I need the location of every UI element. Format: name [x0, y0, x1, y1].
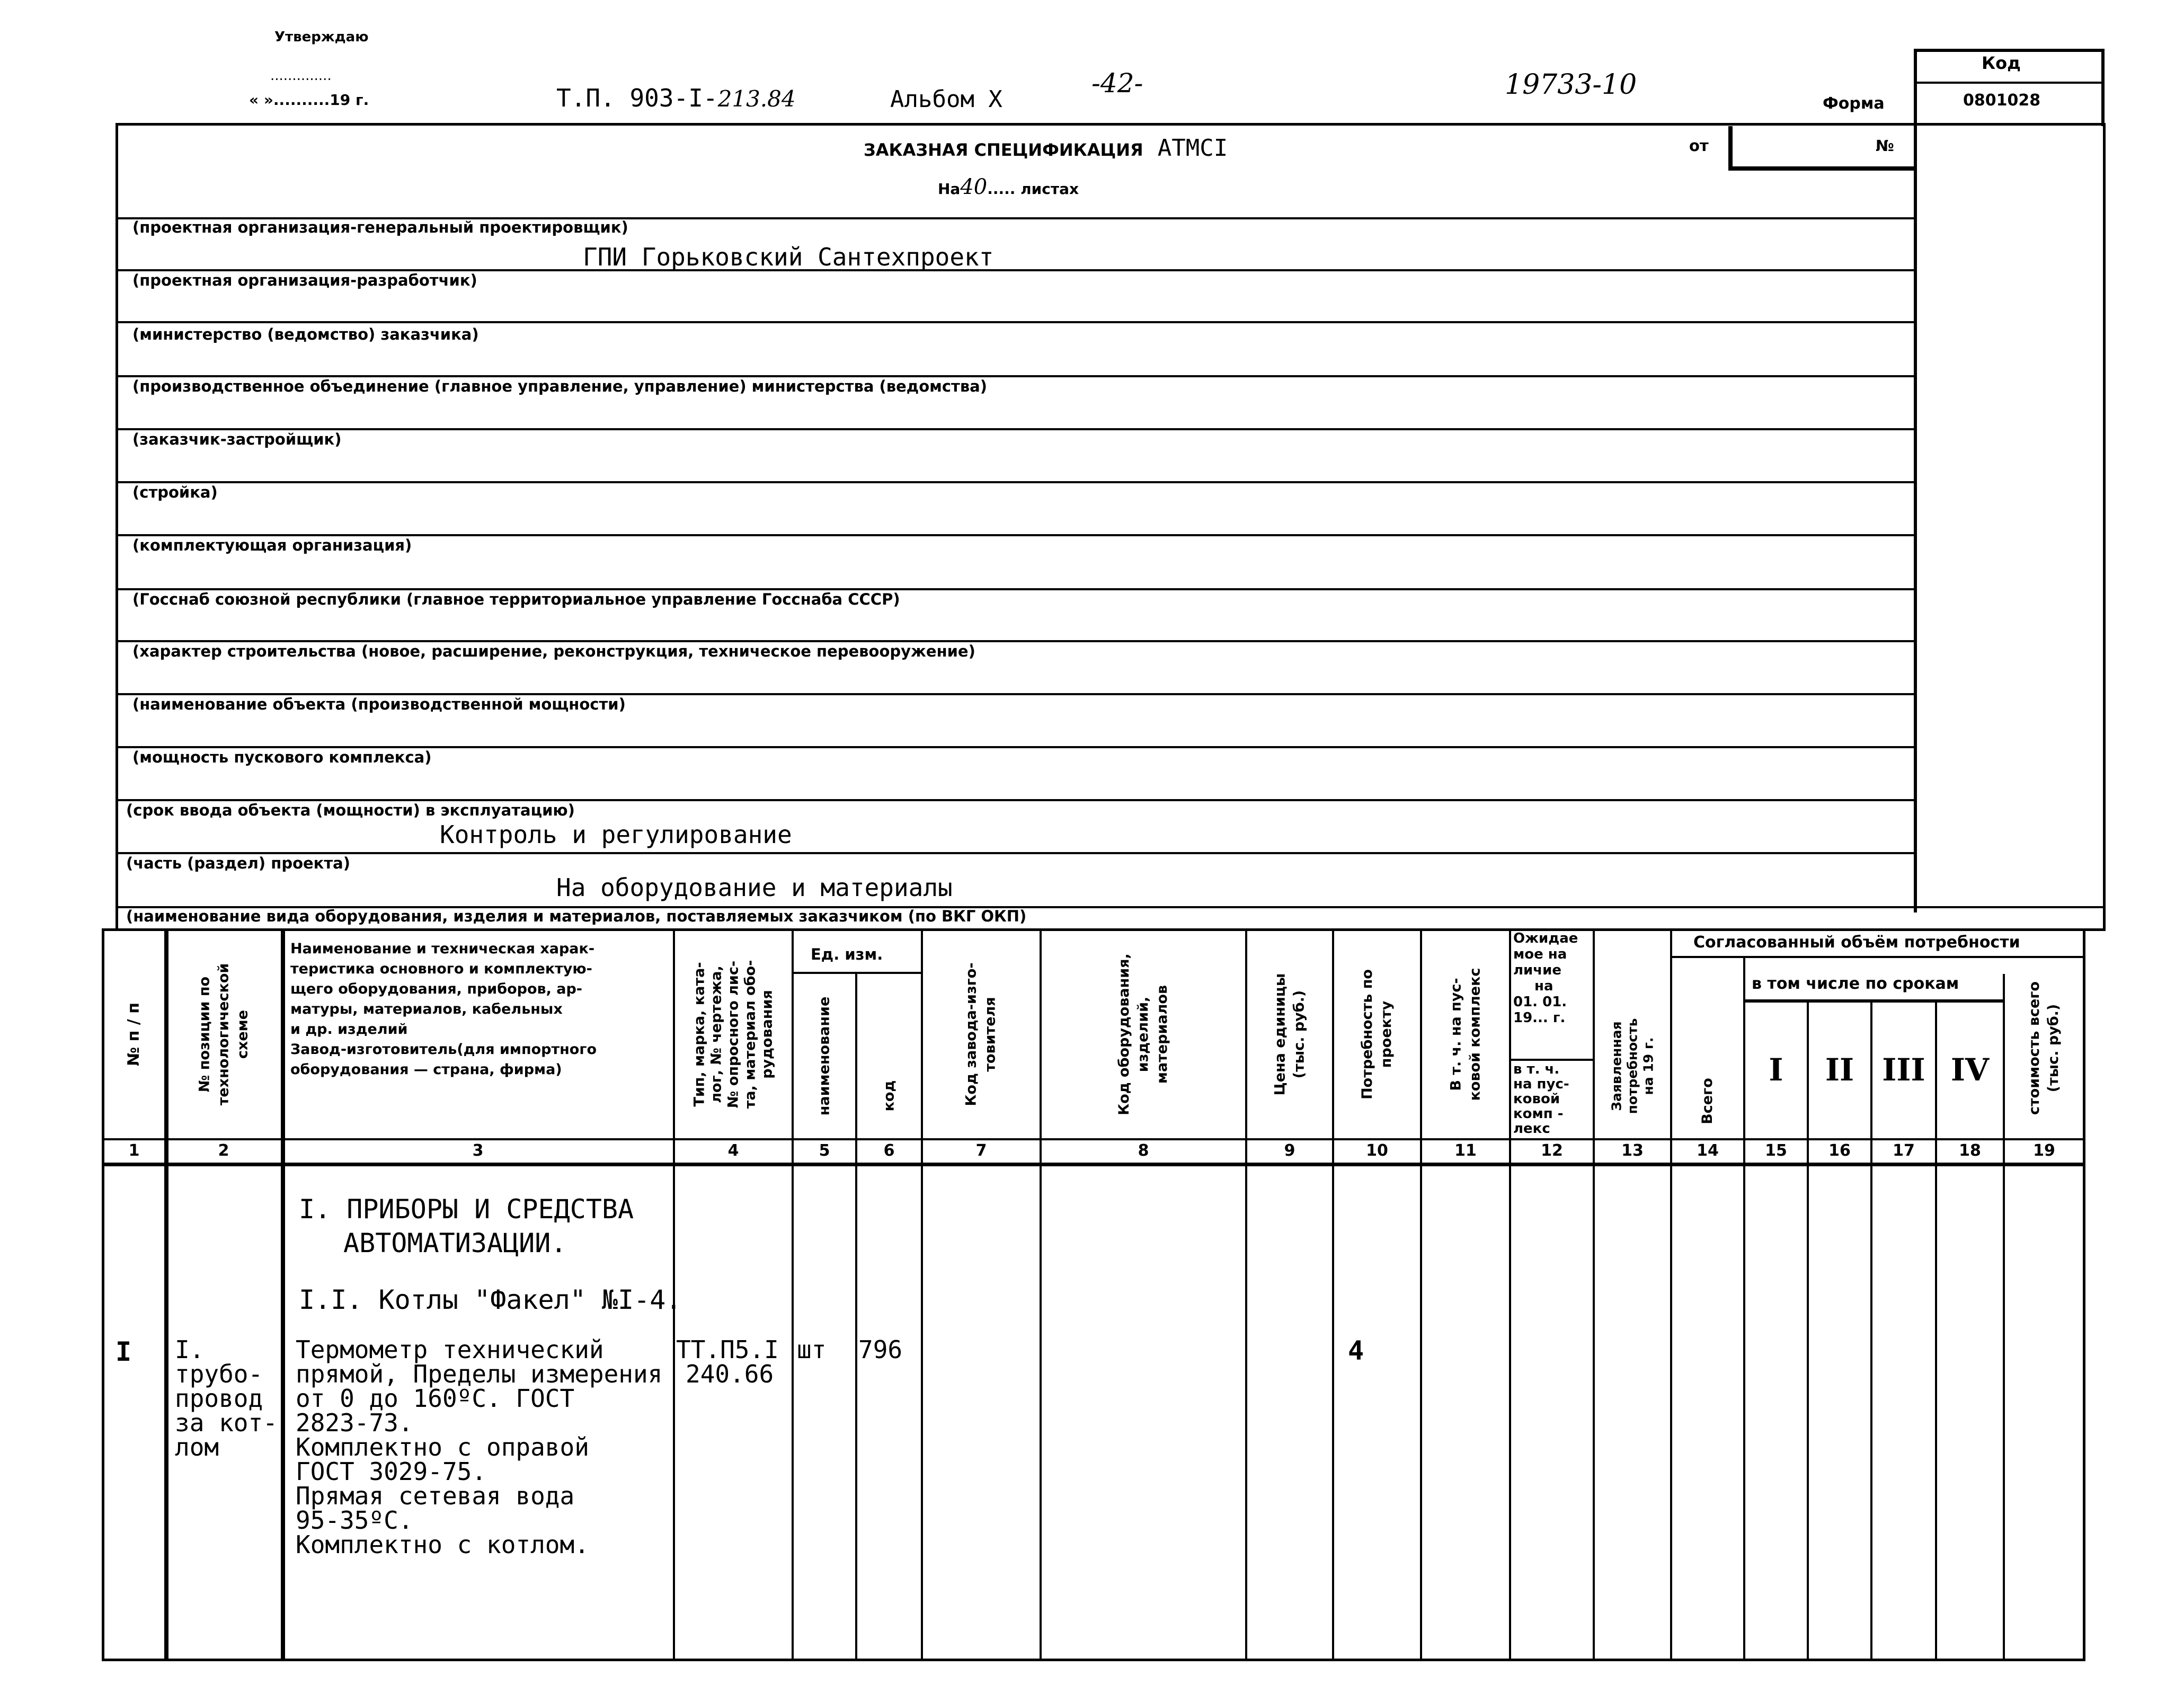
- row-value-general-designer: ГПИ Горьковский Сантехпроект: [583, 243, 994, 271]
- col-number: 19: [2033, 1141, 2055, 1160]
- header-col-9: Цена единицы (тыс. руб.): [1272, 973, 1307, 1096]
- row-label-construction-type: (характер строительства (новое, расширение, реконструкция, техническое перевооружение): [132, 642, 975, 660]
- forma-label: Форма: [1823, 94, 1885, 113]
- unit-code-cell: 796: [858, 1335, 903, 1364]
- header-col-12-bottom: в т. ч. на пус- ковой комп - лекс: [1513, 1061, 1569, 1137]
- approval-dots: ..............: [270, 68, 332, 84]
- header-col-4: Тип, марка, ката- лог, № чертежа, № опросного лис- та, материал обо- рудования: [691, 960, 776, 1109]
- position-cell: I. трубо- провод за кот- лом: [175, 1335, 278, 1461]
- subsection-title: I.I. Котлы "Факел" №I-4.: [299, 1284, 682, 1315]
- col-number: 7: [975, 1141, 987, 1160]
- col-line: [1509, 928, 1511, 1661]
- row-label-project-part: (часть (раздел) проекта): [126, 854, 350, 872]
- header-col-3: Наименование и техническая харак- теристика основного и комплектую- щего оборудования, приборов, ар- матуры, материалов, кабельных и др. изделий Завод-изготовитель(для импортного оборудования — страна, фирма): [290, 941, 597, 1078]
- from-label: от: [1689, 137, 1709, 155]
- table-header-bottom: [102, 1138, 2085, 1140]
- code-box-divider: [1914, 82, 2105, 84]
- header-col-11: В т. ч. на пус- ковой комплекс: [1448, 968, 1484, 1101]
- col-line: [281, 928, 285, 1661]
- col-number: 13: [1621, 1141, 1644, 1160]
- header-col-10: Потребность по проекту: [1359, 969, 1395, 1100]
- header-col-7: Код завода-изго- товителя: [963, 962, 999, 1106]
- col-number: 4: [727, 1141, 739, 1160]
- row-label-capacity: (мощность пускового комплекса): [132, 748, 432, 766]
- header-col-13: Заявленная потребность на 19 г.: [1609, 1018, 1656, 1114]
- header-col-12-top: Ожидае мое на личие на 01. 01. 19... г.: [1513, 930, 1578, 1026]
- col-number: 11: [1454, 1141, 1477, 1160]
- row-label-general-designer: (проектная организация-генеральный проектировщик): [132, 218, 628, 236]
- type-cell: ТТ.П5.I 240.66: [676, 1335, 779, 1388]
- col-number: 3: [472, 1141, 484, 1160]
- col-number: 15: [1765, 1141, 1787, 1160]
- header-col-16: II: [1825, 1052, 1854, 1088]
- col-number: 10: [1366, 1141, 1388, 1160]
- approval-date: « »..........19 г.: [249, 91, 369, 109]
- number-label: №: [1876, 137, 1894, 155]
- header-periods-group: в том числе по срокам: [1752, 974, 1959, 993]
- header-col-18: IV: [1950, 1052, 1990, 1088]
- row-label-object-name: (наименование объекта (производственной мощности): [132, 695, 626, 713]
- header-agreed-group: Согласованный объём потребности: [1693, 933, 2020, 952]
- row-label-developer: (проектная организация-разработчик): [132, 271, 477, 289]
- row-line: [118, 321, 1914, 323]
- table-colnum-bottom: [102, 1163, 2085, 1166]
- album-label: Альбом X: [890, 86, 1002, 113]
- header-col-19: стоимость всего (тыс. руб.): [2026, 981, 2062, 1115]
- description-cell: Термометр технический прямой, Пределы измерения от 0 до 160ºС. ГОСТ 2823-73. Комплектно с оправой ГОСТ 3029-75. Прямая сетевая вода 95-35ºС. Комплектно с котлом.: [296, 1335, 663, 1559]
- page-number: -42-: [1091, 68, 1143, 99]
- code-box-title: Код: [1982, 53, 2021, 73]
- col-number: 1: [128, 1141, 140, 1160]
- col-number: 8: [1138, 1141, 1149, 1160]
- row-line: [118, 481, 1914, 483]
- row-label-gossnab: (Госснаб союзной республики (главное территориальное управление Госснаба СССР): [132, 590, 900, 608]
- header-col-17: III: [1882, 1052, 1925, 1088]
- col-number: 16: [1828, 1141, 1851, 1160]
- row-line: [118, 852, 1914, 854]
- right-code-column-divider: [1914, 123, 1917, 912]
- header-col-5: наименование: [816, 996, 833, 1116]
- tp-number: Т.П. 903-I-213.84: [556, 84, 796, 112]
- unit-cell: шт: [797, 1335, 827, 1364]
- col-number: 9: [1284, 1141, 1295, 1160]
- header-col-15: I: [1769, 1052, 1783, 1088]
- row-label-customer: (заказчик-застройщик): [132, 430, 342, 448]
- row-label-equipment-kind: (наименование вида оборудования, изделия и материалов, поставляемых заказчиком (по ВКГ ОКП): [126, 907, 1027, 925]
- spec-title: ЗАКАЗНАЯ СПЕЦИФИКАЦИЯ АТМСI: [864, 135, 1228, 162]
- col-number: 18: [1959, 1141, 1981, 1160]
- doc-number: 19733-10: [1505, 69, 1637, 101]
- quantity-cell: 4: [1348, 1335, 1364, 1366]
- row-label-commissioning: (срок ввода объекта (мощности) в эксплуатацию): [126, 801, 575, 819]
- header-col-8: Код оборудования, изделий, материалов: [1116, 953, 1170, 1115]
- code-box-value: 0801028: [1963, 91, 2041, 110]
- header-col-1: № п / п: [125, 1003, 143, 1066]
- row-label-construction: (стройка): [132, 483, 218, 501]
- row-value-commissioning: Контроль и регулирование: [440, 820, 792, 849]
- col-number: 12: [1541, 1141, 1563, 1160]
- header-unit-group: Ед. изм.: [811, 945, 883, 963]
- header-col-14: Всего: [1699, 1078, 1716, 1124]
- col-number: 17: [1893, 1141, 1915, 1160]
- row-value-project-part: На оборудование и материалы: [556, 873, 953, 902]
- header-col-6: код: [881, 1080, 897, 1112]
- row-line: [118, 428, 1914, 430]
- col-number: 6: [883, 1141, 895, 1160]
- expected-split-line: [1509, 1059, 1593, 1061]
- row-label-ministry: (министерство (ведомство) заказчика): [132, 325, 479, 343]
- row-label-association: (производственное объединение (главное управление, управление) министерства (ведомства): [132, 377, 987, 395]
- sheets-line: На40..... листах: [938, 175, 1079, 199]
- row-number: I: [116, 1336, 132, 1367]
- section-title: I. ПРИБОРЫ И СРЕДСТВА АВТОМАТИЗАЦИИ.: [299, 1194, 634, 1258]
- col-number: 2: [218, 1141, 229, 1160]
- row-label-completing-org: (комплектующая организация): [132, 536, 412, 554]
- col-number: 14: [1697, 1141, 1719, 1160]
- header-col-2: № позиции по технологической схеме: [196, 963, 251, 1106]
- approval-label: Утверждаю: [274, 29, 369, 45]
- col-number: 5: [819, 1141, 830, 1160]
